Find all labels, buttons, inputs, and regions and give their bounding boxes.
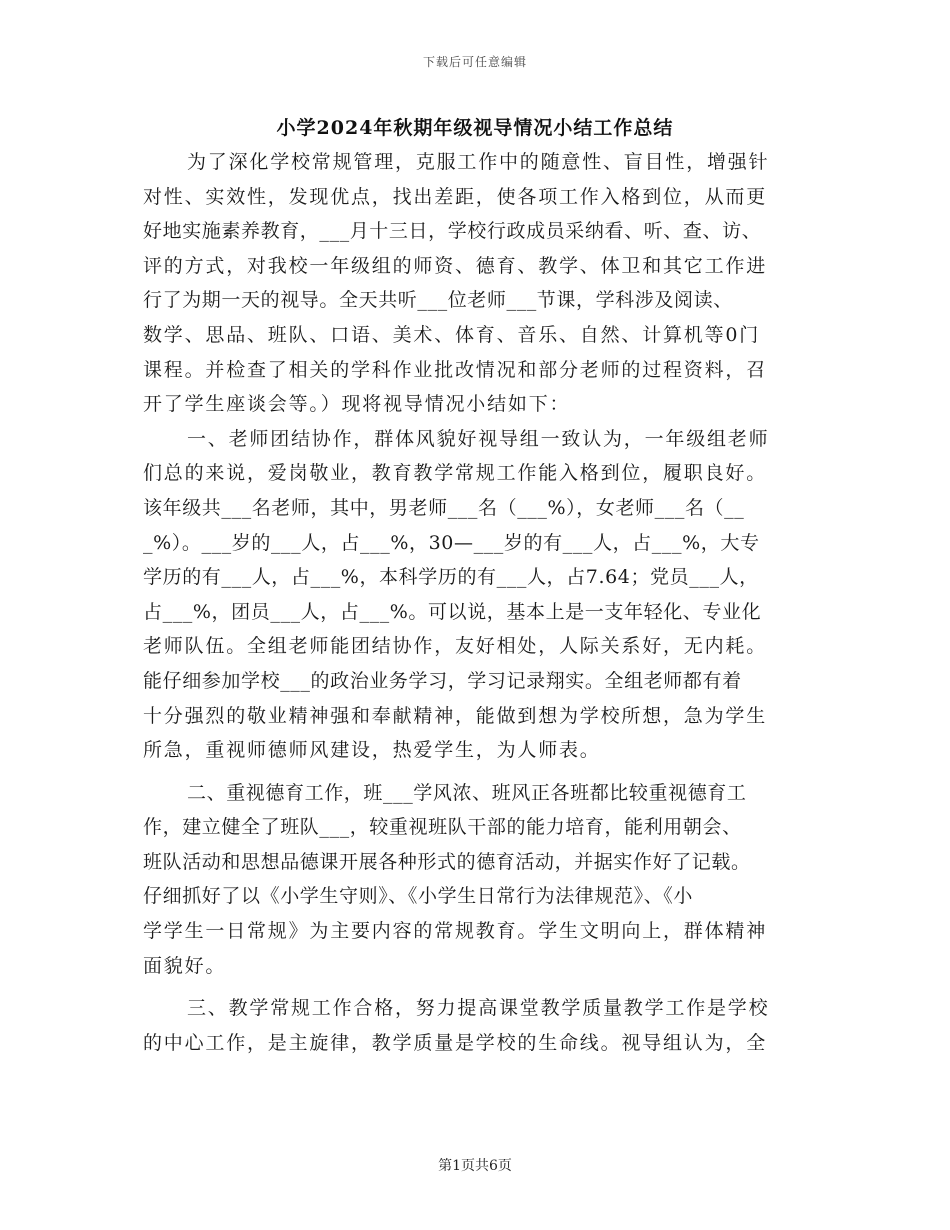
paragraph-gap [143, 768, 833, 776]
paragraph-2-line-10: 所急，重视师德师风建设，热爱学生，为人师表。 [143, 739, 601, 762]
paragraph-1-line-7: 课程。并检查了相关的学科作业批改情况和部分老师的过程资料，召 [143, 358, 768, 381]
paragraph-2-line-1: 一、老师团结协作，群体风貌好视导组一致认为，一年级组老师 [187, 427, 770, 450]
paragraph-2-line-5: 学历的有___人，占___%，本科学历的有___人，占7.64；党员___人， [143, 566, 759, 589]
document-body [143, 145, 833, 1060]
paragraph-3-line-1: 二、重视德育工作，班___学风浓、班风正各班都比较重视德育工 [187, 781, 747, 804]
paragraph-3-line-3: 班队活动和思想品德课开展各种形式的德育活动，并据实作好了记载。 [143, 850, 751, 873]
document-title: 小学2024年秋期年级视导情况小结工作总结 [276, 117, 674, 139]
paragraph-2-line-8: 能仔细参加学校___的政治业务学习，学习记录翔实。全组老师都有着 [143, 669, 742, 692]
paragraph-3-line-4: 仔细抓好了以《小学生守则》、《小学生日常行为法律规范》、《小 [143, 885, 694, 908]
paragraph-2-line-4: _%）。___岁的___人，占___%，30—___岁的有___人，占___%，大专 [143, 531, 760, 554]
paragraph-4-line-1: 三、教学常规工作合格，努力提高课堂教学质量教学工作是学校 [187, 997, 770, 1020]
paragraph-1-line-8: 开了学生座谈会等。）现将视导情况小结如下： [143, 393, 571, 416]
paragraph-2-line-3: 该年级共___名老师，其中，男老师___名（___%），女老师___名（__ [143, 496, 745, 519]
header-note: 下载后可任意编辑 [422, 55, 527, 69]
paragraph-3-line-6: 面貌好。 [143, 954, 227, 977]
paragraph-gap [143, 983, 833, 991]
paragraph-1-line-6: 数学、思品、班队、口语、美术、体育、音乐、自然、计算机等0门 [143, 323, 761, 346]
paragraph-2-line-6: 占___%，团员___人，占___%。可以说，基本上是一支年轻化、专业化 [143, 600, 762, 623]
paragraph-3-line-2: 作，建立健全了班队___，较重视班队干部的能力培育，能利用朝会、 [143, 816, 742, 839]
paragraph-4-line-2: 的中心工作，是主旋律，教学质量是学校的生命线。视导组认为，全 [143, 1031, 768, 1054]
paragraph-1-line-1: 为了深化学校常规管理，克服工作中的随意性、盲目性，增强针 [187, 151, 770, 173]
page-number: 第1页共6页 [438, 1158, 512, 1174]
paragraph-1-line-4: 评的方式，对我校一年级组的师资、德育、教学、体卫和其它工作进 [143, 254, 768, 277]
paragraph-2-line-9: 十分强烈的敬业精神强和奉献精神，能做到想为学校所想，急为学生 [143, 704, 768, 727]
paragraph-1-line-2: 对性、实效性，发现优点，找出差距，使各项工作入格到位，从而更 [143, 185, 768, 208]
paragraph-1-line-5: 行了为期一天的视导。全天共听___位老师___节课，学科涉及阅读、 [143, 289, 733, 312]
paragraph-1-line-3: 好地实施素养教育，___月十三日，学校行政成员采纳看、听、查、访、 [143, 220, 762, 243]
paragraph-3-line-5: 学学生一日常规》为主要内容的常规教育。学生文明向上，群体精神 [143, 920, 768, 943]
paragraph-2-line-2: 们总的来说，爱岗敬业，教育教学常规工作能入格到位，履职良好。 [143, 462, 768, 485]
paragraph-2-line-7: 老师队伍。全组老师能团结协作，友好相处，人际关系好，无内耗。 [143, 635, 768, 658]
